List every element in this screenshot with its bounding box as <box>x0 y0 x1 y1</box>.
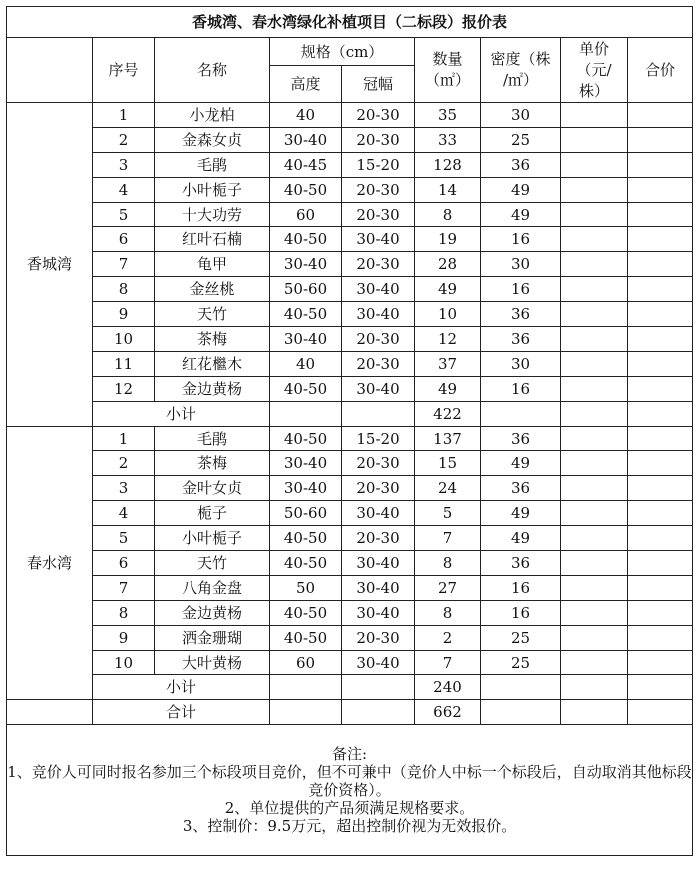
cell-qty: 8 <box>415 551 481 576</box>
cell-qty: 7 <box>415 526 481 551</box>
cell-qty: 19 <box>415 227 481 252</box>
cell-name: 龟甲 <box>155 252 270 277</box>
total-blank <box>7 700 93 725</box>
cell-total-price <box>628 376 693 401</box>
table-row <box>7 376 693 401</box>
table-row <box>7 252 693 277</box>
subtotal-label: 小计 <box>93 675 270 700</box>
cell-crown: 20-30 <box>342 451 415 476</box>
table-row <box>7 277 693 302</box>
cell-unit-price <box>561 177 628 202</box>
cell-seq: 6 <box>93 551 155 576</box>
cell-crown: 20-30 <box>342 351 415 376</box>
cell-total-price <box>628 202 693 227</box>
cell-seq: 6 <box>93 227 155 252</box>
notes-row <box>7 725 693 856</box>
table-row <box>7 103 693 128</box>
cell-unit-price <box>561 600 628 625</box>
cell-total-price <box>628 302 693 327</box>
cell-crown: 30-40 <box>342 650 415 675</box>
cell-height: 50 <box>270 575 342 600</box>
subtotal-density <box>481 401 561 426</box>
cell-density: 49 <box>481 451 561 476</box>
subtotal-height <box>270 401 342 426</box>
cell-unit-price <box>561 575 628 600</box>
cell-total-price <box>628 501 693 526</box>
table-title: 香城湾、春水湾绿化补植项目（二标段）报价表 <box>7 7 693 38</box>
table-row <box>7 451 693 476</box>
cell-crown: 30-40 <box>342 501 415 526</box>
cell-unit-price <box>561 302 628 327</box>
header-density-line2: /㎡） <box>502 71 539 89</box>
quote-document <box>6 6 692 856</box>
cell-qty: 35 <box>415 103 481 128</box>
table-row <box>7 127 693 152</box>
subtotal-qty: 422 <box>415 401 481 426</box>
cell-qty: 8 <box>415 600 481 625</box>
cell-seq: 10 <box>93 650 155 675</box>
table-row <box>7 227 693 252</box>
cell-total-price <box>628 227 693 252</box>
table-row <box>7 476 693 501</box>
header-height: 高度 <box>270 66 342 103</box>
cell-density: 25 <box>481 127 561 152</box>
cell-qty: 137 <box>415 426 481 451</box>
cell-crown: 30-40 <box>342 302 415 327</box>
subtotal-label: 小计 <box>93 401 270 426</box>
header-qty <box>415 38 481 103</box>
cell-seq: 3 <box>93 152 155 177</box>
cell-seq: 12 <box>93 376 155 401</box>
cell-height: 40-50 <box>270 302 342 327</box>
table-row <box>7 351 693 376</box>
cell-density: 49 <box>481 177 561 202</box>
cell-total-price <box>628 650 693 675</box>
cell-name: 栀子 <box>155 501 270 526</box>
cell-seq: 5 <box>93 202 155 227</box>
subtotal-crown <box>342 675 415 700</box>
cell-height: 50-60 <box>270 501 342 526</box>
cell-density: 16 <box>481 227 561 252</box>
cell-height: 40-50 <box>270 177 342 202</box>
note-item: 1、竞价人可同时报名参加三个标段项目竞价，但不可兼中（竞价人中标一个标段后，自动取消其他标段竞价资格）。 <box>7 763 692 800</box>
cell-name: 十大功劳 <box>155 202 270 227</box>
subtotal-row <box>7 675 693 700</box>
subtotal-row <box>7 401 693 426</box>
header-density <box>481 38 561 103</box>
cell-total-price <box>628 177 693 202</box>
header-unit-line1: 单价 <box>578 39 609 58</box>
header-seq: 序号 <box>93 38 155 103</box>
cell-density: 16 <box>481 376 561 401</box>
cell-height: 40-50 <box>270 625 342 650</box>
cell-qty: 12 <box>415 327 481 352</box>
cell-density: 36 <box>481 426 561 451</box>
notes-heading: 备注: <box>331 745 368 764</box>
cell-crown: 20-30 <box>342 202 415 227</box>
cell-height: 30-40 <box>270 252 342 277</box>
cell-density: 25 <box>481 625 561 650</box>
cell-density: 49 <box>481 202 561 227</box>
total-label: 合计 <box>93 700 270 725</box>
table-row <box>7 327 693 352</box>
cell-unit-price <box>561 451 628 476</box>
cell-qty: 10 <box>415 302 481 327</box>
cell-qty: 5 <box>415 501 481 526</box>
cell-unit-price <box>561 252 628 277</box>
cell-qty: 27 <box>415 575 481 600</box>
table-row <box>7 600 693 625</box>
cell-name: 大叶黄杨 <box>155 650 270 675</box>
cell-crown: 20-30 <box>342 177 415 202</box>
cell-density: 16 <box>481 277 561 302</box>
cell-crown: 20-30 <box>342 252 415 277</box>
header-blank <box>7 38 93 103</box>
cell-name: 毛鹃 <box>155 426 270 451</box>
cell-seq: 4 <box>93 501 155 526</box>
cell-crown: 20-30 <box>342 625 415 650</box>
subtotal-unit-price <box>561 675 628 700</box>
cell-name: 金森女贞 <box>155 127 270 152</box>
cell-density: 36 <box>481 551 561 576</box>
cell-qty: 2 <box>415 625 481 650</box>
cell-seq: 7 <box>93 252 155 277</box>
cell-crown: 20-30 <box>342 127 415 152</box>
header-total-price: 合价 <box>628 38 693 103</box>
note-item: 2、单位提供的产品须满足规格要求。 <box>224 799 475 818</box>
table-row <box>7 152 693 177</box>
cell-crown: 20-30 <box>342 327 415 352</box>
cell-density: 36 <box>481 476 561 501</box>
cell-name: 小龙柏 <box>155 103 270 128</box>
group-name: 香城湾 <box>7 103 93 427</box>
table-row <box>7 202 693 227</box>
cell-name: 小叶栀子 <box>155 526 270 551</box>
subtotal-total-price <box>628 675 693 700</box>
table-row <box>7 575 693 600</box>
subtotal-qty: 240 <box>415 675 481 700</box>
cell-seq: 11 <box>93 351 155 376</box>
cell-total-price <box>628 551 693 576</box>
cell-height: 40-50 <box>270 376 342 401</box>
total-row <box>7 700 693 725</box>
cell-seq: 2 <box>93 127 155 152</box>
cell-density: 36 <box>481 302 561 327</box>
cell-unit-price <box>561 650 628 675</box>
cell-height: 40-50 <box>270 600 342 625</box>
cell-total-price <box>628 327 693 352</box>
subtotal-density <box>481 675 561 700</box>
cell-density: 30 <box>481 252 561 277</box>
cell-unit-price <box>561 551 628 576</box>
subtotal-total-price <box>628 401 693 426</box>
cell-height: 40-50 <box>270 526 342 551</box>
cell-density: 49 <box>481 501 561 526</box>
cell-qty: 33 <box>415 127 481 152</box>
cell-height: 40 <box>270 351 342 376</box>
cell-unit-price <box>561 152 628 177</box>
cell-total-price <box>628 575 693 600</box>
cell-seq: 3 <box>93 476 155 501</box>
cell-crown: 30-40 <box>342 551 415 576</box>
cell-unit-price <box>561 227 628 252</box>
cell-seq: 9 <box>93 302 155 327</box>
cell-seq: 8 <box>93 277 155 302</box>
cell-seq: 7 <box>93 575 155 600</box>
cell-name: 毛鹃 <box>155 152 270 177</box>
cell-height: 40-45 <box>270 152 342 177</box>
cell-crown: 15-20 <box>342 426 415 451</box>
cell-seq: 1 <box>93 103 155 128</box>
table-row <box>7 177 693 202</box>
header-unit-line2: （元/ <box>576 60 612 79</box>
cell-height: 60 <box>270 202 342 227</box>
cell-density: 36 <box>481 327 561 352</box>
cell-qty: 7 <box>415 650 481 675</box>
cell-height: 40 <box>270 103 342 128</box>
cell-name: 金边黄杨 <box>155 376 270 401</box>
cell-crown: 30-40 <box>342 277 415 302</box>
cell-height: 30-40 <box>270 451 342 476</box>
cell-unit-price <box>561 277 628 302</box>
cell-crown: 30-40 <box>342 600 415 625</box>
cell-height: 30-40 <box>270 127 342 152</box>
cell-height: 50-60 <box>270 277 342 302</box>
cell-name: 红叶石楠 <box>155 227 270 252</box>
note-item: 3、控制价：9.5万元，超出控制价视为无效报价。 <box>182 817 517 836</box>
cell-qty: 14 <box>415 177 481 202</box>
cell-unit-price <box>561 426 628 451</box>
cell-seq: 8 <box>93 600 155 625</box>
cell-total-price <box>628 600 693 625</box>
header-density-line1: 密度（株 <box>490 50 551 68</box>
cell-unit-price <box>561 526 628 551</box>
cell-total-price <box>628 426 693 451</box>
table-row <box>7 501 693 526</box>
cell-qty: 49 <box>415 277 481 302</box>
table-row <box>7 526 693 551</box>
cell-unit-price <box>561 202 628 227</box>
cell-height: 40-50 <box>270 426 342 451</box>
cell-qty: 28 <box>415 252 481 277</box>
cell-qty: 8 <box>415 202 481 227</box>
cell-qty: 128 <box>415 152 481 177</box>
cell-seq: 4 <box>93 177 155 202</box>
cell-total-price <box>628 451 693 476</box>
total-total-price <box>628 700 693 725</box>
cell-seq: 9 <box>93 625 155 650</box>
cell-height: 60 <box>270 650 342 675</box>
cell-crown: 30-40 <box>342 575 415 600</box>
cell-unit-price <box>561 376 628 401</box>
cell-total-price <box>628 476 693 501</box>
cell-total-price <box>628 625 693 650</box>
cell-density: 30 <box>481 103 561 128</box>
header-unit-line3: 株） <box>578 81 609 100</box>
cell-total-price <box>628 152 693 177</box>
cell-seq: 2 <box>93 451 155 476</box>
cell-seq: 5 <box>93 526 155 551</box>
cell-height: 40-50 <box>270 227 342 252</box>
cell-crown: 20-30 <box>342 476 415 501</box>
cell-name: 天竹 <box>155 551 270 576</box>
cell-name: 茶梅 <box>155 451 270 476</box>
total-height <box>270 700 342 725</box>
notes <box>7 725 693 856</box>
cell-density: 30 <box>481 351 561 376</box>
cell-density: 36 <box>481 152 561 177</box>
cell-qty: 15 <box>415 451 481 476</box>
cell-unit-price <box>561 127 628 152</box>
cell-unit-price <box>561 501 628 526</box>
cell-name: 天竹 <box>155 302 270 327</box>
cell-total-price <box>628 103 693 128</box>
cell-crown: 20-30 <box>342 526 415 551</box>
total-crown <box>342 700 415 725</box>
header-unit-price <box>561 38 628 103</box>
cell-name: 金边黄杨 <box>155 600 270 625</box>
total-qty: 662 <box>415 700 481 725</box>
table-row <box>7 426 693 451</box>
table-row <box>7 625 693 650</box>
subtotal-height <box>270 675 342 700</box>
total-unit-price <box>561 700 628 725</box>
cell-unit-price <box>561 327 628 352</box>
cell-qty: 49 <box>415 376 481 401</box>
cell-name: 金叶女贞 <box>155 476 270 501</box>
table-row <box>7 302 693 327</box>
subtotal-unit-price <box>561 401 628 426</box>
cell-name: 茶梅 <box>155 327 270 352</box>
cell-crown: 15-20 <box>342 152 415 177</box>
cell-unit-price <box>561 476 628 501</box>
table-row <box>7 650 693 675</box>
header-qty-line1: 数量 <box>432 50 463 68</box>
cell-total-price <box>628 277 693 302</box>
cell-name: 金丝桃 <box>155 277 270 302</box>
cell-total-price <box>628 252 693 277</box>
cell-height: 30-40 <box>270 327 342 352</box>
cell-crown: 20-30 <box>342 103 415 128</box>
cell-crown: 30-40 <box>342 227 415 252</box>
table-row <box>7 551 693 576</box>
subtotal-crown <box>342 401 415 426</box>
group-name: 春水湾 <box>7 426 93 700</box>
total-density <box>481 700 561 725</box>
cell-total-price <box>628 351 693 376</box>
cell-density: 16 <box>481 600 561 625</box>
header-name: 名称 <box>155 38 270 103</box>
cell-name: 洒金珊瑚 <box>155 625 270 650</box>
cell-seq: 1 <box>93 426 155 451</box>
header-spec: 规格（cm） <box>270 38 415 66</box>
cell-height: 40-50 <box>270 551 342 576</box>
cell-qty: 37 <box>415 351 481 376</box>
cell-total-price <box>628 526 693 551</box>
cell-total-price <box>628 127 693 152</box>
cell-density: 49 <box>481 526 561 551</box>
cell-name: 红花檵木 <box>155 351 270 376</box>
header-qty-line2: （㎡） <box>424 71 470 89</box>
cell-density: 25 <box>481 650 561 675</box>
header-crown: 冠幅 <box>342 66 415 103</box>
cell-unit-price <box>561 103 628 128</box>
quote-table <box>6 6 693 856</box>
cell-crown: 30-40 <box>342 376 415 401</box>
cell-density: 16 <box>481 575 561 600</box>
cell-name: 八角金盘 <box>155 575 270 600</box>
cell-seq: 10 <box>93 327 155 352</box>
cell-unit-price <box>561 625 628 650</box>
cell-unit-price <box>561 351 628 376</box>
cell-height: 30-40 <box>270 476 342 501</box>
cell-name: 小叶栀子 <box>155 177 270 202</box>
cell-qty: 24 <box>415 476 481 501</box>
